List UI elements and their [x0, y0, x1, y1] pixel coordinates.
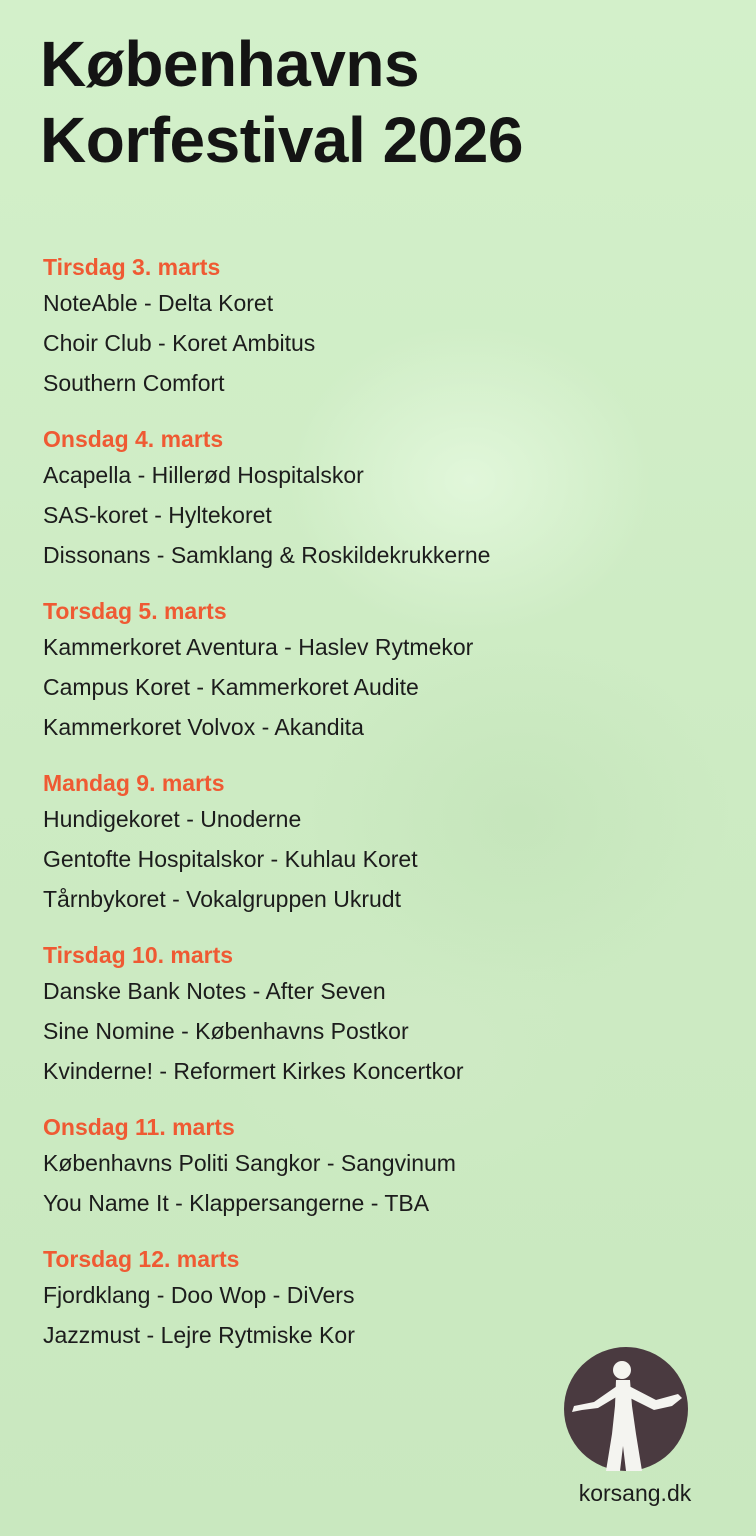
day-heading: Onsdag 4. marts [43, 426, 224, 452]
concert-item: Acapella - Hillerød Hospitalskor [43, 462, 364, 488]
day-heading: Torsdag 5. marts [43, 598, 227, 624]
day-heading: Mandag 9. marts [43, 770, 225, 796]
concert-item: Kammerkoret Volvox - Akandita [43, 714, 364, 740]
title-line-1: Københavns [40, 28, 420, 100]
program-day [43, 767, 723, 919]
concert-item: Fjordklang - Doo Wop - DiVers [43, 1282, 355, 1308]
concert-item: Sine Nomine - Københavns Postkor [43, 1018, 409, 1044]
program-day [43, 1243, 723, 1355]
concert-item: Danske Bank Notes - After Seven [43, 978, 386, 1004]
concert-item: SAS-koret - Hyltekoret [43, 502, 272, 528]
program-day [43, 939, 723, 1091]
concert-item: Hundigekoret - Unoderne [43, 806, 302, 832]
concert-item: Southern Comfort [43, 370, 225, 396]
concert-item: Choir Club - Koret Ambitus [43, 330, 316, 356]
program-list [43, 251, 723, 1375]
concert-item: Gentofte Hospitalskor - Kuhlau Koret [43, 846, 418, 872]
concert-item: Jazzmust - Lejre Rytmiske Kor [43, 1322, 355, 1348]
page-title [40, 26, 523, 178]
logo-text: korsang.dk [578, 1480, 692, 1506]
day-heading: Onsdag 11. marts [43, 1114, 235, 1140]
concert-item: You Name It - Klappersangerne - TBA [43, 1190, 430, 1216]
korsang-logo [560, 1346, 710, 1516]
day-heading: Torsdag 12. marts [43, 1246, 240, 1272]
day-heading: Tirsdag 3. marts [43, 254, 221, 280]
concert-item: NoteAble - Delta Koret [43, 290, 274, 316]
concert-item: Kvinderne! - Reformert Kirkes Koncertkor [43, 1058, 464, 1084]
title-line-2: Korfestival 2026 [40, 104, 523, 176]
concert-item: Københavns Politi Sangkor - Sangvinum [43, 1150, 456, 1176]
concert-item: Kammerkoret Aventura - Haslev Rytmekor [43, 634, 474, 660]
conductor-icon [560, 1346, 710, 1476]
concert-item: Dissonans - Samklang & Roskildekrukkerne [43, 542, 491, 568]
program-day [43, 423, 723, 575]
program-day [43, 1111, 723, 1223]
program-day [43, 595, 723, 747]
day-heading: Tirsdag 10. marts [43, 942, 234, 968]
program-day [43, 251, 723, 403]
concert-item: Tårnbykoret - Vokalgruppen Ukrudt [43, 886, 401, 912]
concert-item: Campus Koret - Kammerkoret Audite [43, 674, 419, 700]
